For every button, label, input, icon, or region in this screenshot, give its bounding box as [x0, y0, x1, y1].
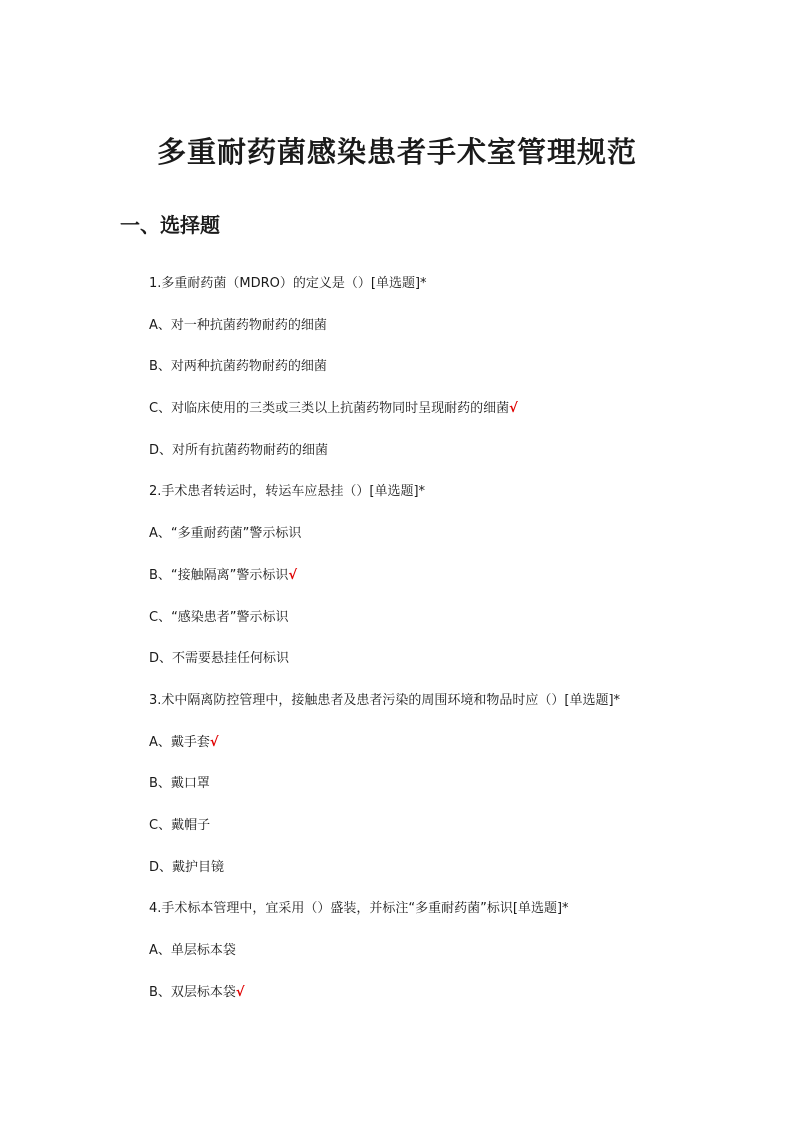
question-stem: 4.手术标本管理中，宜采用（）盛装，并标注“多重耐药菌”标识[单选题]*: [149, 901, 569, 917]
question-stem: 3.术中隔离防控管理中，接触患者及患者污染的周围环境和物品时应（）[单选题]*: [149, 692, 621, 708]
answer-option-text: D、对所有抗菌药物耐药的细菌: [149, 442, 329, 458]
answer-option: [149, 774, 749, 816]
answer-option-text: B、“接触隔离”警示标识: [149, 567, 289, 583]
answer-option: [149, 941, 749, 983]
answer-option: [149, 316, 749, 358]
answer-option: [149, 816, 749, 858]
answer-option: [149, 524, 749, 566]
question-stem: 2.手术患者转运时，转运车应悬挂（）[单选题]*: [149, 484, 426, 500]
answer-option: [149, 399, 749, 441]
answer-option: [149, 608, 749, 650]
correct-check-mark: √: [288, 567, 298, 583]
correct-check-mark: √: [209, 734, 219, 750]
answer-option-text: D、戴护目镜: [149, 859, 225, 875]
answer-option: [149, 858, 749, 900]
answer-option-text: C、戴帽子: [149, 817, 211, 833]
answer-option: [149, 983, 749, 1025]
answer-option: [149, 566, 749, 608]
answer-option-text: B、双层标本袋: [149, 984, 236, 1000]
answer-option: [149, 649, 749, 691]
answer-option: [149, 441, 749, 483]
page-title: 多重耐药菌感染患者手术室管理规范: [156, 135, 637, 169]
question-stem: 1.多重耐药菌（MDRO）的定义是（）[单选题]*: [149, 276, 427, 291]
answer-option-text: B、戴口罩: [149, 776, 210, 792]
answer-option-text: C、“感染患者”警示标识: [149, 609, 289, 625]
answer-option-text: A、单层标本袋: [149, 943, 236, 958]
answer-option: [149, 733, 749, 775]
answer-option-text: A、“多重耐药菌”警示标识: [149, 526, 302, 542]
answer-option-text: B、对两种抗菌药物耐药的细菌: [149, 359, 327, 375]
question-list: [149, 274, 749, 1024]
section-heading: 一、选择题: [120, 213, 220, 237]
answer-option-text: C、对临床使用的三类或三类以上抗菌药物同时呈现耐药的细菌: [149, 401, 510, 417]
correct-check-mark: √: [235, 984, 245, 1000]
answer-option-text: A、戴手套: [149, 734, 210, 750]
answer-option-text: A、对一种抗菌药物耐药的细菌: [149, 317, 327, 333]
answer-option-text: D、不需要悬挂任何标识: [149, 651, 290, 667]
correct-check-mark: √: [509, 401, 518, 417]
answer-option: [149, 357, 749, 399]
